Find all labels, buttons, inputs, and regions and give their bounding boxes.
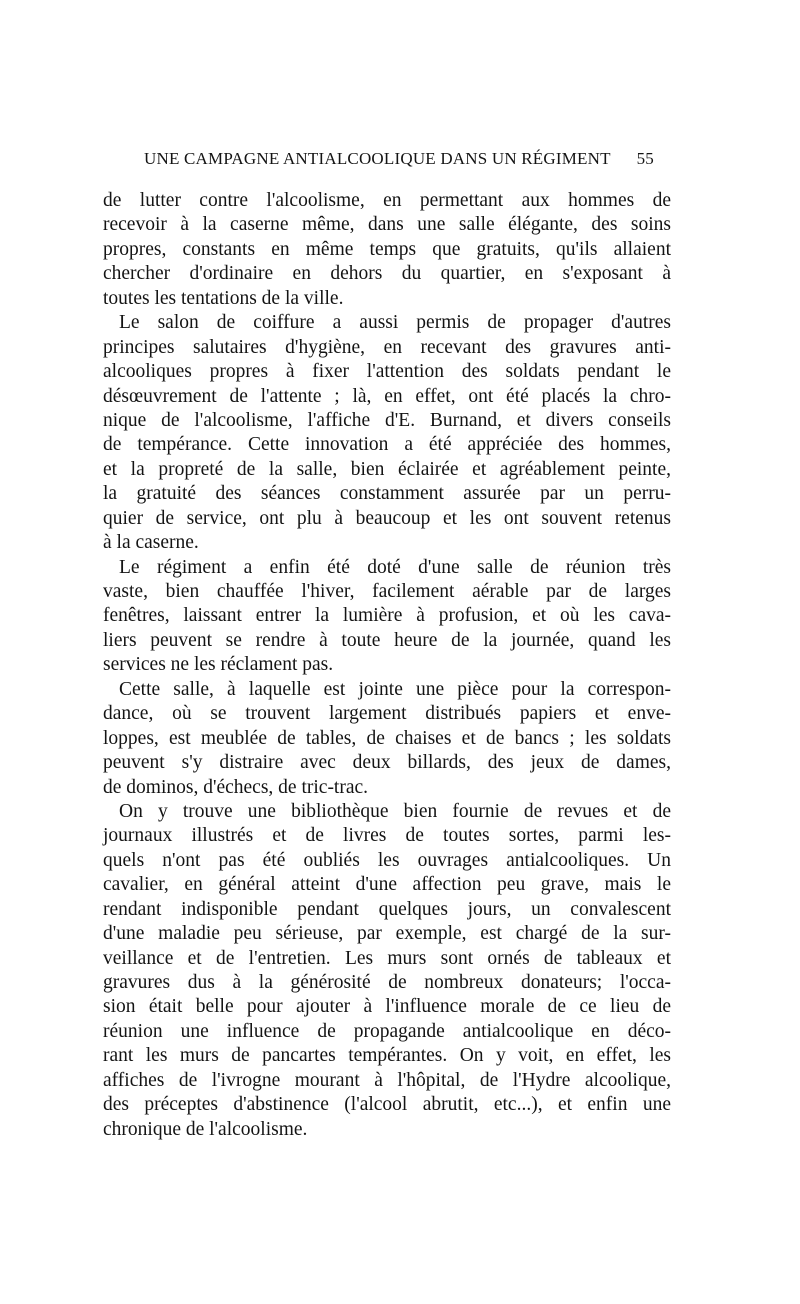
- text-line: Cette salle, à laquelle est jointe une pièce pour la correspon-: [119, 678, 671, 700]
- text-line: loppes, est meublée de tables, de chaises et de bancs ; les soldats: [103, 727, 671, 749]
- text-line: quier de service, ont plu à beaucoup et les ont souvent retenus: [103, 507, 671, 529]
- text-line: chronique de l'alcoolisme.: [103, 1118, 308, 1140]
- text-line: à la caserne.: [103, 532, 199, 554]
- text-line: journaux illustrés et de livres de toutes sortes, parmi les-: [103, 825, 671, 847]
- text-line: dance, où se trouvent largement distribués papiers et enve-: [103, 703, 671, 725]
- text-line: de dominos, d'échecs, de tric-trac.: [103, 776, 369, 798]
- text-line: réunion une influence de propagande antialcoolique en déco-: [103, 1020, 671, 1042]
- text-line: et la propreté de la salle, bien éclairée et agréablement peinte,: [103, 458, 671, 480]
- text-line: On y trouve une bibliothèque bien fournie de revues et de: [119, 800, 671, 822]
- text-line: propres, constants en même temps que gratuits, qu'ils allaient: [103, 238, 671, 260]
- text-line: gravures dus à la générosité de nombreux donateurs; l'occa-: [103, 972, 671, 993]
- text-line: rendant indisponible pendant quelques jours, un convalescent: [103, 898, 671, 920]
- text-line: sion était belle pour ajouter à l'influence morale de ce lieu de: [103, 996, 671, 1018]
- text-line: cavalier, en général atteint d'une affection peu grave, mais le: [103, 874, 671, 896]
- text-line: rant les murs de pancartes tempérantes. On y voit, en effet, les: [103, 1045, 671, 1067]
- text-line: principes salutaires d'hygiène, en recevant des gravures anti-: [103, 336, 671, 358]
- text-line: chercher d'ordinaire en dehors du quartier, en s'exposant à: [103, 263, 671, 285]
- text-line: liers peuvent se rendre à toute heure de la journée, quand les: [103, 629, 671, 651]
- text-line: services ne les réclament pas.: [103, 654, 334, 676]
- text-line: la gratuité des séances constamment assurée par un perru-: [103, 483, 671, 505]
- text-line: vaste, bien chauffée l'hiver, facilement aérable par de larges: [103, 581, 671, 602]
- text-line: de lutter contre l'alcoolisme, en permettant aux hommes de: [103, 190, 671, 211]
- text-line: d'une maladie peu sérieuse, par exemple, est chargé de la sur-: [103, 923, 671, 945]
- text-line: nique de l'alcoolisme, l'affiche d'E. Burnand, et divers conseils: [103, 409, 671, 431]
- text-line: veillance et de l'entretien. Les murs sont ornés de tableaux et: [103, 947, 671, 969]
- running-header: [144, 146, 654, 172]
- text-line: Le salon de coiffure a aussi permis de propager d'autres: [119, 312, 671, 334]
- text-line: recevoir à la caserne même, dans une salle élégante, des soins: [103, 214, 671, 236]
- text-line: alcooliques propres à fixer l'attention des soldats pendant le: [103, 361, 671, 383]
- text-line: désœuvrement de l'attente ; là, en effet, ont été placés la chro-: [103, 385, 671, 407]
- text-line: quels n'ont pas été oubliés les ouvrages antialcooliques. Un: [103, 849, 671, 871]
- body-text: [103, 189, 671, 1142]
- text-line: fenêtres, laissant entrer la lumière à profusion, et où les cava-: [103, 605, 671, 627]
- text-line: des préceptes d'abstinence (l'alcool abrutit, etc...), et enfin une: [103, 1094, 671, 1116]
- text-line: affiches de l'ivrogne mourant à l'hôpital, de l'Hydre alcoolique,: [103, 1069, 671, 1091]
- page-number: 55: [636, 149, 654, 168]
- running-title: UNE CAMPAGNE ANTIALCOOLIQUE DANS UN RÉGIMENT: [144, 149, 611, 168]
- text-line: toutes les tentations de la ville.: [103, 287, 344, 309]
- text-line: peuvent s'y distraire avec deux billards, des jeux de dames,: [103, 752, 671, 774]
- text-line: Le régiment a enfin été doté d'une salle de réunion très: [119, 556, 671, 578]
- text-line: de tempérance. Cette innovation a été appréciée des hommes,: [103, 434, 671, 456]
